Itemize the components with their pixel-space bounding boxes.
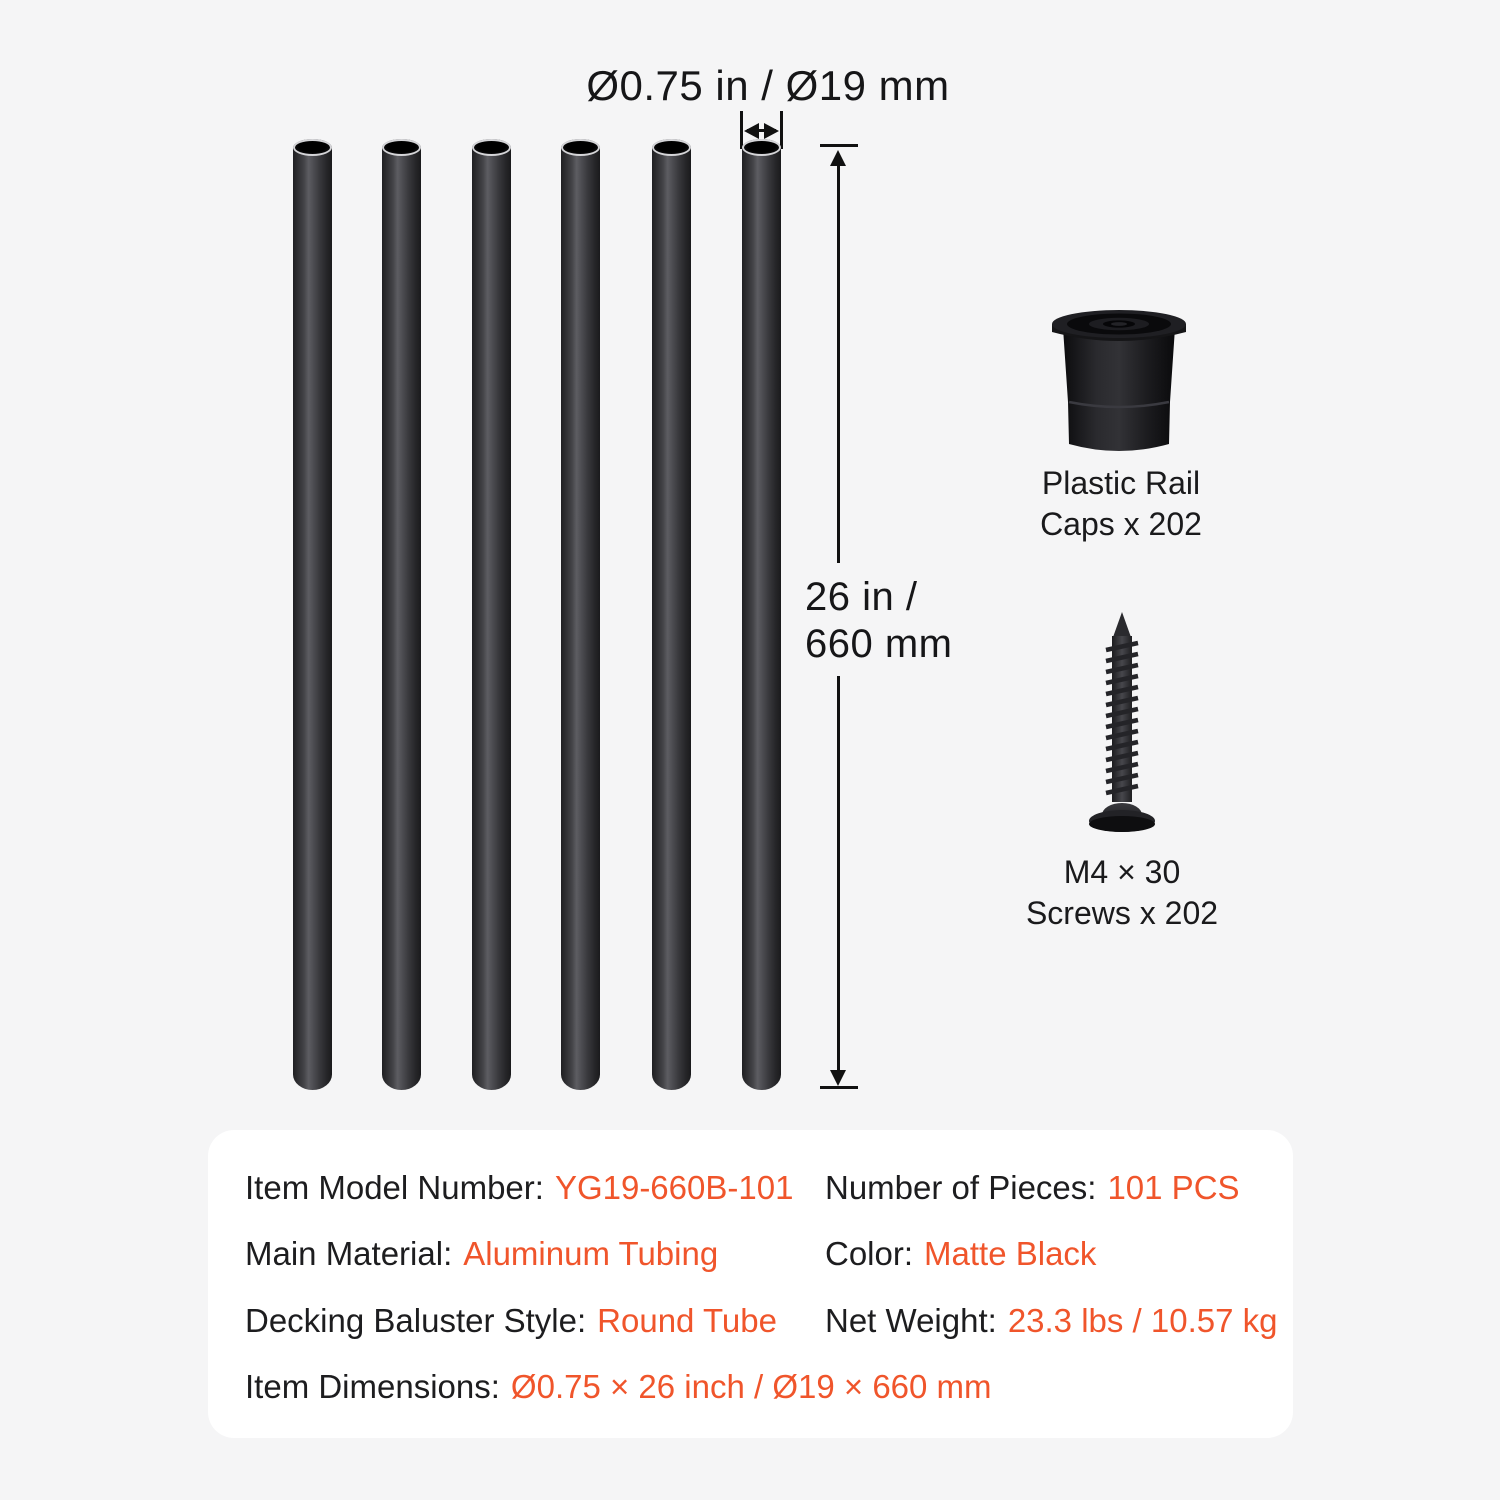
length-line-upper [837, 163, 840, 563]
length-label-line1: 26 in / [805, 575, 918, 619]
spec-label: Color: [825, 1235, 914, 1272]
spec-label: Net Weight: [825, 1302, 997, 1339]
diameter-dimension-label: Ø0.75 in / Ø19 mm [586, 62, 950, 109]
tube-opening [382, 139, 421, 156]
length-top-bar [820, 144, 858, 147]
diameter-arrowhead-right-icon [764, 123, 779, 139]
tube-opening [293, 139, 332, 156]
spec-value: YG19-660B-101 [554, 1169, 794, 1206]
length-line-lower [837, 676, 840, 1072]
rail-cap-label-line1: Plastic Rail [1041, 465, 1201, 501]
length-bottom-bar [820, 1086, 858, 1089]
tube-opening [652, 139, 691, 156]
spec-main-material [245, 1234, 718, 1274]
spec-value: Matte Black [924, 1235, 1097, 1272]
spec-label: Item Model Number: [245, 1169, 544, 1206]
spec-label: Item Dimensions: [245, 1368, 500, 1405]
spec-value: Round Tube [597, 1302, 777, 1339]
tube-opening [742, 139, 781, 156]
spec-label: Main Material: [245, 1235, 453, 1272]
baluster-tube [742, 139, 781, 1090]
spec-item-dimensions [245, 1367, 992, 1407]
rail-cap-label [1040, 463, 1202, 545]
tube-opening [472, 139, 511, 156]
tube-opening [561, 139, 600, 156]
screw-icon [1082, 610, 1162, 844]
baluster-tube [652, 139, 691, 1090]
length-arrowhead-down-icon [830, 1070, 846, 1086]
screw-label-line2: Screws x 202 [1025, 895, 1219, 931]
rail-cap-icon [1048, 306, 1190, 452]
spec-item-model-number [245, 1168, 793, 1208]
spec-value: Aluminum Tubing [463, 1235, 719, 1272]
spec-baluster-style [245, 1301, 777, 1341]
diameter-tick-right [780, 111, 783, 149]
length-dimension-label [805, 574, 953, 668]
spec-value: 23.3 lbs / 10.57 kg [1007, 1302, 1278, 1339]
screw-label-line1: M4 × 30 [1063, 854, 1181, 890]
baluster-tube [561, 139, 600, 1090]
diameter-arrowhead-left-icon [744, 123, 759, 139]
length-label-line2: 660 mm [805, 622, 953, 666]
baluster-tube [382, 139, 421, 1090]
spec-label: Decking Baluster Style: [245, 1302, 587, 1339]
baluster-tube [293, 139, 332, 1090]
baluster-tube [472, 139, 511, 1090]
screw-label [1026, 852, 1218, 934]
spec-number-of-pieces [825, 1168, 1240, 1208]
spec-value: Ø0.75 × 26 inch / Ø19 × 660 mm [510, 1368, 992, 1405]
spec-net-weight [825, 1301, 1278, 1341]
spec-value: 101 PCS [1107, 1169, 1240, 1206]
rail-cap-label-line2: Caps x 202 [1040, 506, 1202, 542]
spec-label: Number of Pieces: [825, 1169, 1097, 1206]
spec-color [825, 1234, 1096, 1274]
